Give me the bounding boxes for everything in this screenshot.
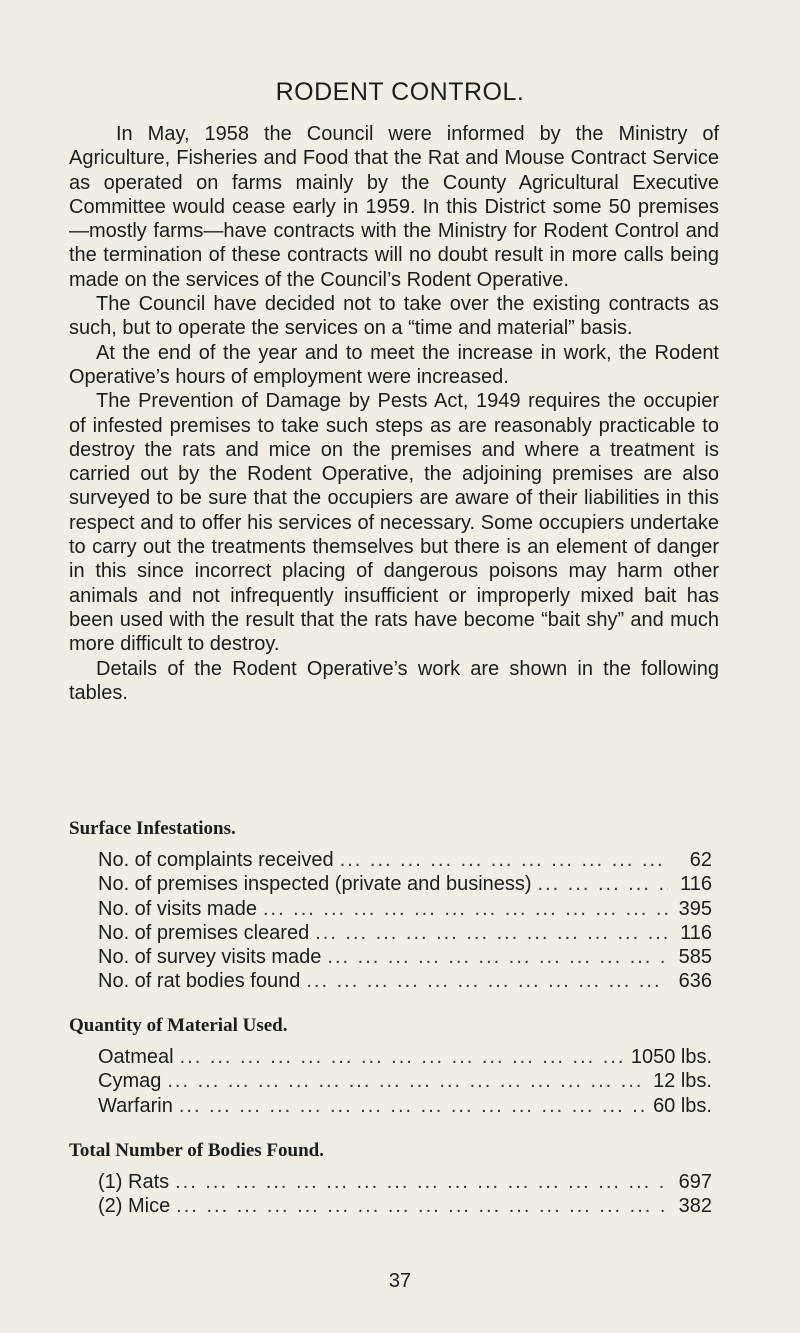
table-row — [98, 1045, 712, 1069]
table-row — [98, 1170, 712, 1194]
table-row — [98, 969, 712, 993]
row-value: 1050 lbs. — [630, 1046, 712, 1068]
section-heading: Total Number of Bodies Found. — [69, 1140, 324, 1161]
row-label: (2) Mice — [98, 1195, 171, 1218]
row-label: No. of survey visits made — [98, 946, 322, 969]
material-used-table — [98, 1045, 712, 1118]
row-label: Warfarin — [98, 1094, 173, 1117]
surface-infestations-table — [98, 848, 712, 994]
table-row — [98, 897, 712, 921]
row-label: No. of visits made — [98, 897, 257, 920]
section-heading: Surface Infestations. — [69, 818, 236, 839]
row-value: 116 — [680, 873, 712, 896]
row-label: (1) Rats — [98, 1171, 170, 1193]
dot-leader — [263, 897, 668, 921]
surface-infestations-section — [69, 818, 719, 994]
page-title: RODENT CONTROL. — [275, 78, 525, 106]
row-label: No. of rat bodies found — [98, 970, 301, 993]
row-value: 60 lbs. — [653, 1094, 712, 1117]
material-used-section — [69, 1015, 719, 1118]
dot-leader — [315, 921, 668, 945]
table-row — [98, 1094, 712, 1118]
row-label: No. of premises inspected (private and business) — [98, 873, 532, 896]
dot-leader — [167, 1069, 647, 1093]
page-number: 37 — [388, 1270, 412, 1292]
dot-leader — [327, 945, 668, 969]
row-value: 697 — [678, 1171, 712, 1193]
row-label: Cymag — [98, 1070, 162, 1093]
row-value: 382 — [678, 1195, 712, 1218]
dot-leader — [306, 969, 668, 993]
bodies-found-table — [98, 1170, 712, 1219]
table-row — [98, 1194, 712, 1218]
dot-leader — [175, 1170, 668, 1194]
bodies-found-section — [69, 1140, 719, 1219]
table-row — [98, 945, 712, 969]
paragraph: Details of the Rodent Operative’s work are shown in the following tables. — [69, 657, 719, 704]
row-value: 395 — [678, 897, 712, 920]
dot-leader — [179, 1094, 647, 1118]
section-heading: Quantity of Material Used. — [69, 1015, 288, 1036]
table-row — [98, 872, 712, 896]
row-label: No. of premises cleared — [98, 921, 310, 944]
dot-leader — [176, 1194, 668, 1218]
row-label: No. of complaints received — [98, 849, 334, 871]
table-row — [98, 921, 712, 945]
paragraph: The Prevention of Damage by Pests Act, 1949 requires the occupier of infested premises to take such steps as are reasonably practicable to destroy the rats and mice on the premises and where a treatment is carried out by the Rodent Operative, the adjoining premises are also surveyed to be sure that the occupiers are aware of their liabilities in this respect and to offer his services of necessary. Some occupiers undertake to carry out the treatments themselves but there is an element of danger in this since incorrect placing of dangerous poisons may harm other animals and not infrequently insufficient or improperly mixed bait has been used with the result that the rats have become “bait shy” and much more difficult to destroy. — [69, 390, 719, 656]
paragraph: At the end of the year and to meet the increase in work, the Rodent Operative’s hours of employment were increased. — [69, 341, 719, 388]
paragraph: The Council have decided not to take over the existing contracts as such, but to operate the services on a “time and material” basis. — [69, 293, 719, 340]
table-row — [98, 1069, 712, 1093]
row-value: 116 — [680, 921, 712, 944]
row-value: 12 lbs. — [653, 1070, 712, 1093]
dot-leader — [538, 872, 668, 896]
row-value: 62 — [689, 849, 712, 871]
dot-leader — [340, 848, 668, 872]
body-text — [69, 122, 719, 705]
row-value: 636 — [678, 970, 712, 993]
row-label: Oatmeal — [98, 1046, 174, 1068]
paragraph: In May, 1958 the Council were informed by the Ministry of Agriculture, Fisheries and Food that the Rat and Mouse Contract Service as operated on farms mainly by the County Agricultural Executive Committee would cease early in 1959. In this District some 50 premises—mostly farms—have contracts with the Ministry for Rodent Control and the termination of these contracts will no doubt result in more calls being made on the services of the Council’s Rodent Operative. — [69, 123, 719, 291]
dot-leader — [180, 1045, 625, 1069]
table-row — [98, 848, 712, 872]
row-value: 585 — [678, 946, 712, 969]
